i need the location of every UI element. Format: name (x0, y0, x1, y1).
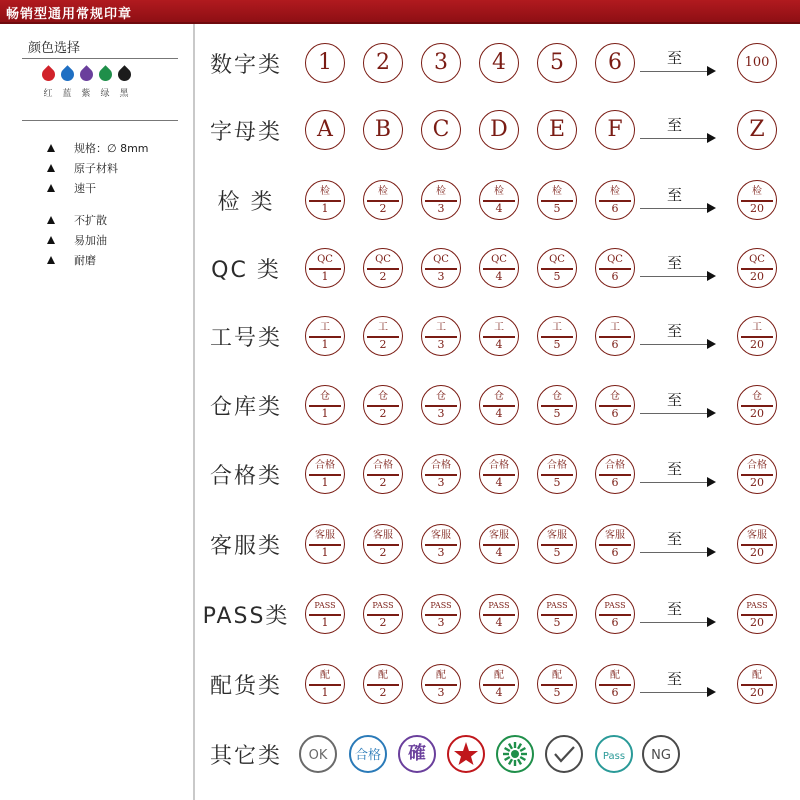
stamp-sample[interactable] (305, 316, 345, 356)
stamp-number: 3 (437, 476, 445, 489)
stamp-top-text: QC (749, 254, 765, 265)
stamp-sample[interactable] (421, 594, 461, 634)
category-label: PASS类 (202, 604, 290, 629)
feature-item (47, 180, 96, 196)
stamp-number: 3 (437, 270, 445, 283)
stamp-sample[interactable] (421, 316, 461, 356)
stamp-top-text: 仓 (378, 391, 388, 402)
stamp-top-text: QC (549, 254, 565, 265)
category-label: 数字类 (209, 53, 282, 78)
ink-drop-icon[interactable] (96, 65, 114, 83)
range-arrow-icon (640, 208, 714, 209)
range-to-label: 至 (667, 600, 683, 618)
stamp-top-text: 仓 (436, 391, 446, 402)
stamp-sample[interactable] (479, 524, 519, 564)
stamp-sample[interactable] (479, 180, 519, 220)
stamp-top-text: QC (607, 254, 623, 265)
range-arrow-icon (640, 552, 714, 553)
stamp-sample[interactable] (479, 248, 519, 288)
stamp-sample[interactable] (305, 524, 345, 564)
stamp-number: 6 (611, 476, 619, 489)
category-label: 检 类 (217, 190, 275, 215)
stamp-top-text: 客服 (747, 530, 767, 541)
stamp-number: 1 (321, 407, 329, 420)
stamp-sample[interactable] (537, 594, 577, 634)
stamp-top-text: 工 (436, 322, 446, 333)
stamp-number: 4 (495, 202, 503, 215)
stamp-number: 1 (321, 476, 329, 489)
stamp-sample[interactable] (537, 180, 577, 220)
stamp-number: 3 (434, 50, 448, 75)
stamp-number: 100 (744, 55, 770, 70)
stamp-number: 2 (376, 50, 390, 75)
stamp-top-text: 客服 (605, 530, 625, 541)
stamp-number: 5 (550, 50, 564, 75)
stamp-number: 5 (553, 616, 561, 629)
stamp-sample[interactable] (363, 385, 403, 425)
ink-drop-icon[interactable] (77, 65, 95, 83)
stamp-sample[interactable] (537, 664, 577, 704)
stamp-top-text: 合格 (373, 460, 393, 471)
stamp-number: 20 (750, 270, 764, 283)
stamp-number: 2 (379, 616, 387, 629)
stamp-number: 20 (750, 686, 764, 699)
stamp-sample[interactable] (363, 664, 403, 704)
stamp-sample[interactable] (537, 524, 577, 564)
category-label: 工号类 (209, 326, 282, 351)
stamp-last[interactable] (737, 524, 777, 564)
stamp-sample[interactable] (363, 110, 403, 150)
stamp-top-text: PASS (430, 601, 452, 610)
range-to-label: 至 (667, 530, 683, 548)
other-stamp-text: Pass (602, 751, 626, 762)
stamp-top-text: QC (375, 254, 391, 265)
feature-item (47, 140, 149, 156)
stamp-top-text: 客服 (373, 530, 393, 541)
stamp-number: 5 (553, 270, 561, 283)
stamp-sample[interactable] (537, 454, 577, 494)
stamp-number: F (607, 117, 623, 142)
stamp-sample[interactable] (595, 180, 635, 220)
stamp-sample[interactable] (421, 664, 461, 704)
stamp-sample[interactable] (595, 43, 635, 83)
other-stamp-text: 確 (408, 743, 426, 764)
stamp-number: 6 (611, 202, 619, 215)
stamp-number: B (374, 117, 392, 142)
stamp-number: 6 (611, 407, 619, 420)
category-label: 字母类 (209, 120, 282, 145)
stamp-number: 3 (437, 546, 445, 559)
other-stamp-text: 合格 (354, 748, 381, 763)
stamp-last[interactable] (737, 316, 777, 356)
stamp-top-text: QC (317, 254, 333, 265)
stamp-number: Z (749, 117, 765, 142)
stamp-sample[interactable] (595, 385, 635, 425)
stamp-sample[interactable] (595, 664, 635, 704)
stamp-number: D (490, 117, 508, 142)
stamp-number: 5 (553, 686, 561, 699)
stamp-top-text: PASS (488, 601, 510, 610)
other-stamp[interactable] (349, 735, 387, 773)
range-arrow-icon (640, 344, 714, 345)
stamp-top-text: 检 (494, 186, 504, 197)
range-arrow-icon (640, 138, 714, 139)
stamp-top-text: 工 (752, 322, 762, 333)
feature-item (47, 212, 107, 228)
stamp-top-text: 合格 (747, 460, 767, 471)
stamp-top-text: 合格 (605, 460, 625, 471)
stamp-sample[interactable] (421, 43, 461, 83)
stamp-sample[interactable] (305, 43, 345, 83)
stamp-number: 4 (495, 476, 503, 489)
stamp-number: 1 (321, 686, 329, 699)
divider (22, 58, 178, 59)
stamp-sample[interactable] (421, 180, 461, 220)
feature-text: 速干 (74, 182, 96, 195)
stamp-top-text: PASS (746, 601, 768, 610)
stamp-sample[interactable] (479, 110, 519, 150)
feature-text: 易加油 (74, 234, 107, 247)
star-icon[interactable] (447, 735, 485, 773)
stamp-number: 6 (611, 270, 619, 283)
stamp-number: 1 (321, 338, 329, 351)
stamp-top-text: 配 (378, 670, 388, 681)
stamp-top-text: 客服 (431, 530, 451, 541)
stamp-number: 6 (611, 616, 619, 629)
stamp-sample[interactable] (537, 110, 577, 150)
stamp-number: 6 (611, 546, 619, 559)
stamp-top-text: 工 (494, 322, 504, 333)
category-label: QC 类 (211, 258, 281, 283)
stamp-number: 2 (379, 686, 387, 699)
stamp-sample[interactable] (479, 43, 519, 83)
stamp-number: 1 (321, 202, 329, 215)
stamp-top-text: 配 (494, 670, 504, 681)
stamp-number: 20 (750, 616, 764, 629)
header-banner (0, 0, 800, 24)
stamp-top-text: 仓 (320, 391, 330, 402)
stamp-number: 1 (321, 616, 329, 629)
stamp-number: 3 (437, 202, 445, 215)
stamp-number: 6 (608, 50, 622, 75)
stamp-sample[interactable] (421, 524, 461, 564)
stamp-number: 1 (318, 50, 332, 75)
stamp-number: 20 (750, 476, 764, 489)
feature-text: 不扩散 (74, 214, 107, 227)
stamp-number: 5 (553, 476, 561, 489)
stamp-top-text: 工 (320, 322, 330, 333)
stamp-number: 2 (379, 202, 387, 215)
stamp-number: 5 (553, 338, 561, 351)
stamp-sample[interactable] (363, 180, 403, 220)
stamp-number: 4 (495, 270, 503, 283)
ink-drop-icon[interactable] (58, 65, 76, 83)
stamp-last[interactable] (737, 664, 777, 704)
other-stamp-text: OK (308, 748, 328, 763)
stamp-sample[interactable] (537, 385, 577, 425)
stamp-sample[interactable] (595, 248, 635, 288)
stamp-top-text: 配 (752, 670, 762, 681)
stamp-top-text: 检 (436, 186, 446, 197)
stamp-sample[interactable] (595, 110, 635, 150)
color-options-title: 颜色选择 (28, 41, 81, 56)
stamp-top-text: PASS (604, 601, 626, 610)
stamp-number: 5 (553, 202, 561, 215)
stamp-top-text: 工 (610, 322, 620, 333)
range-arrow-icon (640, 413, 714, 414)
range-to-label: 至 (667, 186, 683, 204)
feature-item (47, 252, 96, 268)
stamp-number: 4 (495, 546, 503, 559)
category-label: 仓库类 (209, 395, 282, 420)
stamp-sample[interactable] (363, 248, 403, 288)
stamp-number: 2 (379, 407, 387, 420)
other-stamp[interactable] (299, 735, 337, 773)
ink-drop-icon[interactable] (39, 65, 57, 83)
stamp-number: C (432, 117, 450, 142)
ink-drop-icon[interactable] (115, 65, 133, 83)
category-label: 合格类 (209, 464, 282, 489)
stamp-sample[interactable] (537, 43, 577, 83)
stamp-sample[interactable] (595, 524, 635, 564)
stamp-number: 1 (321, 270, 329, 283)
stamp-number: 6 (611, 686, 619, 699)
range-arrow-icon (640, 276, 714, 277)
stamp-sample[interactable] (537, 316, 577, 356)
feature-text: 耐磨 (74, 254, 96, 267)
other-stamp[interactable] (642, 735, 680, 773)
stamp-top-text: 检 (552, 186, 562, 197)
stamp-sample[interactable] (479, 454, 519, 494)
stamp-number: 6 (611, 338, 619, 351)
stamp-sample[interactable] (479, 664, 519, 704)
stamp-number: 4 (492, 50, 506, 75)
stamp-sample[interactable] (305, 180, 345, 220)
stamp-number: 20 (750, 202, 764, 215)
stamp-number: 3 (437, 338, 445, 351)
ink-color-label: 黑 (119, 89, 129, 99)
stamp-number: 20 (750, 407, 764, 420)
ink-color-label: 红 (43, 89, 53, 99)
stamp-number: 20 (750, 546, 764, 559)
category-label: 其它类 (209, 744, 282, 769)
stamp-top-text: 仓 (752, 391, 762, 402)
stamp-sample[interactable] (363, 454, 403, 494)
stamp-top-text: 工 (552, 322, 562, 333)
stamp-sample[interactable] (363, 43, 403, 83)
stamp-last[interactable] (737, 248, 777, 288)
stamp-last[interactable] (737, 594, 777, 634)
feature-text: 规格：∅ 8mm (74, 142, 149, 155)
feature-item (47, 160, 118, 176)
stamp-last[interactable] (737, 385, 777, 425)
stamp-last[interactable] (737, 110, 777, 150)
range-to-label: 至 (667, 670, 683, 688)
stamp-top-text: 仓 (610, 391, 620, 402)
stamp-top-text: 检 (378, 186, 388, 197)
checkmark-icon[interactable] (545, 735, 583, 773)
triangle-bullet-icon (47, 236, 55, 244)
stamp-sample[interactable] (479, 316, 519, 356)
stamp-sample[interactable] (421, 248, 461, 288)
stamp-number: 2 (379, 546, 387, 559)
stamp-sample[interactable] (595, 454, 635, 494)
stamp-number: 4 (495, 407, 503, 420)
stamp-number: 4 (495, 338, 503, 351)
stamp-last[interactable] (737, 454, 777, 494)
stamp-top-text: QC (433, 254, 449, 265)
stamp-sample[interactable] (363, 594, 403, 634)
ink-color-label: 绿 (100, 89, 110, 99)
range-to-label: 至 (667, 460, 683, 478)
stamp-top-text: 配 (552, 670, 562, 681)
sidebar (0, 24, 195, 800)
range-to-label: 至 (667, 116, 683, 134)
range-to-label: 至 (667, 254, 683, 272)
triangle-bullet-icon (47, 164, 55, 172)
stamp-number: E (548, 117, 566, 142)
stamp-number: 4 (495, 686, 503, 699)
other-stamp[interactable] (595, 735, 633, 773)
page-title: 畅销型通用常规印章 (6, 7, 133, 22)
stamp-top-text: 合格 (489, 460, 509, 471)
range-to-label: 至 (667, 49, 683, 67)
stamp-sample[interactable] (595, 316, 635, 356)
ink-color-swatches (40, 66, 150, 99)
range-to-label: 至 (667, 391, 683, 409)
stamp-top-text: 客服 (489, 530, 509, 541)
stamp-top-text: PASS (372, 601, 394, 610)
stamp-top-text: 仓 (552, 391, 562, 402)
feature-item (47, 232, 107, 248)
triangle-bullet-icon (47, 216, 55, 224)
stamp-sample[interactable] (479, 385, 519, 425)
range-arrow-icon (640, 622, 714, 623)
divider (22, 120, 178, 121)
stamp-top-text: 仓 (494, 391, 504, 402)
stamp-number: 5 (553, 407, 561, 420)
stamp-number: 1 (321, 546, 329, 559)
stamp-number: 2 (379, 476, 387, 489)
triangle-bullet-icon (47, 256, 55, 264)
stamp-last[interactable] (737, 43, 777, 83)
triangle-bullet-icon (47, 184, 55, 192)
stamp-sample[interactable] (479, 594, 519, 634)
other-stamp-text: NG (651, 748, 671, 763)
stamp-number: 4 (495, 616, 503, 629)
stamp-sample[interactable] (305, 385, 345, 425)
stamp-number: 2 (379, 338, 387, 351)
stamp-top-text: 检 (320, 186, 330, 197)
sun-burst-icon[interactable] (496, 735, 534, 773)
category-label: 配货类 (209, 674, 282, 699)
stamp-number: 20 (750, 338, 764, 351)
range-arrow-icon (640, 692, 714, 693)
stamp-sample[interactable] (595, 594, 635, 634)
stamp-top-text: 配 (320, 670, 330, 681)
stamp-top-text: 合格 (431, 460, 451, 471)
stamp-number: A (317, 117, 333, 142)
stamp-sample[interactable] (305, 594, 345, 634)
stamp-sample[interactable] (363, 524, 403, 564)
stamp-top-text: 合格 (315, 460, 335, 471)
stamp-sample[interactable] (363, 316, 403, 356)
stamp-top-text: 客服 (547, 530, 567, 541)
stamp-sample[interactable] (421, 110, 461, 150)
stamp-last[interactable] (737, 180, 777, 220)
stamp-top-text: 检 (752, 186, 762, 197)
stamp-number: 3 (437, 407, 445, 420)
ink-color-label: 蓝 (62, 89, 72, 99)
stamp-number: 3 (437, 686, 445, 699)
triangle-bullet-icon (47, 144, 55, 152)
stamp-number: 5 (553, 546, 561, 559)
stamp-top-text: 工 (378, 322, 388, 333)
stamp-top-text: 合格 (547, 460, 567, 471)
stamp-top-text: 客服 (315, 530, 335, 541)
stamp-top-text: 配 (436, 670, 446, 681)
other-stamp[interactable] (398, 735, 436, 773)
stamp-sample[interactable] (305, 664, 345, 704)
category-label: 客服类 (209, 534, 282, 559)
stamp-sample[interactable] (305, 454, 345, 494)
range-arrow-icon (640, 71, 714, 72)
ink-color-label: 紫 (81, 89, 91, 99)
stamp-top-text: QC (491, 254, 507, 265)
range-to-label: 至 (667, 322, 683, 340)
stamp-number: 3 (437, 616, 445, 629)
feature-text: 原子材料 (74, 162, 118, 175)
range-arrow-icon (640, 482, 714, 483)
stamp-sample[interactable] (305, 110, 345, 150)
stamp-top-text: PASS (546, 601, 568, 610)
stamp-sample[interactable] (421, 385, 461, 425)
stamp-top-text: PASS (314, 601, 336, 610)
stamp-top-text: 配 (610, 670, 620, 681)
stamp-sample[interactable] (537, 248, 577, 288)
stamp-sample[interactable] (305, 248, 345, 288)
stamp-sample[interactable] (421, 454, 461, 494)
stamp-top-text: 检 (610, 186, 620, 197)
stamp-number: 2 (379, 270, 387, 283)
